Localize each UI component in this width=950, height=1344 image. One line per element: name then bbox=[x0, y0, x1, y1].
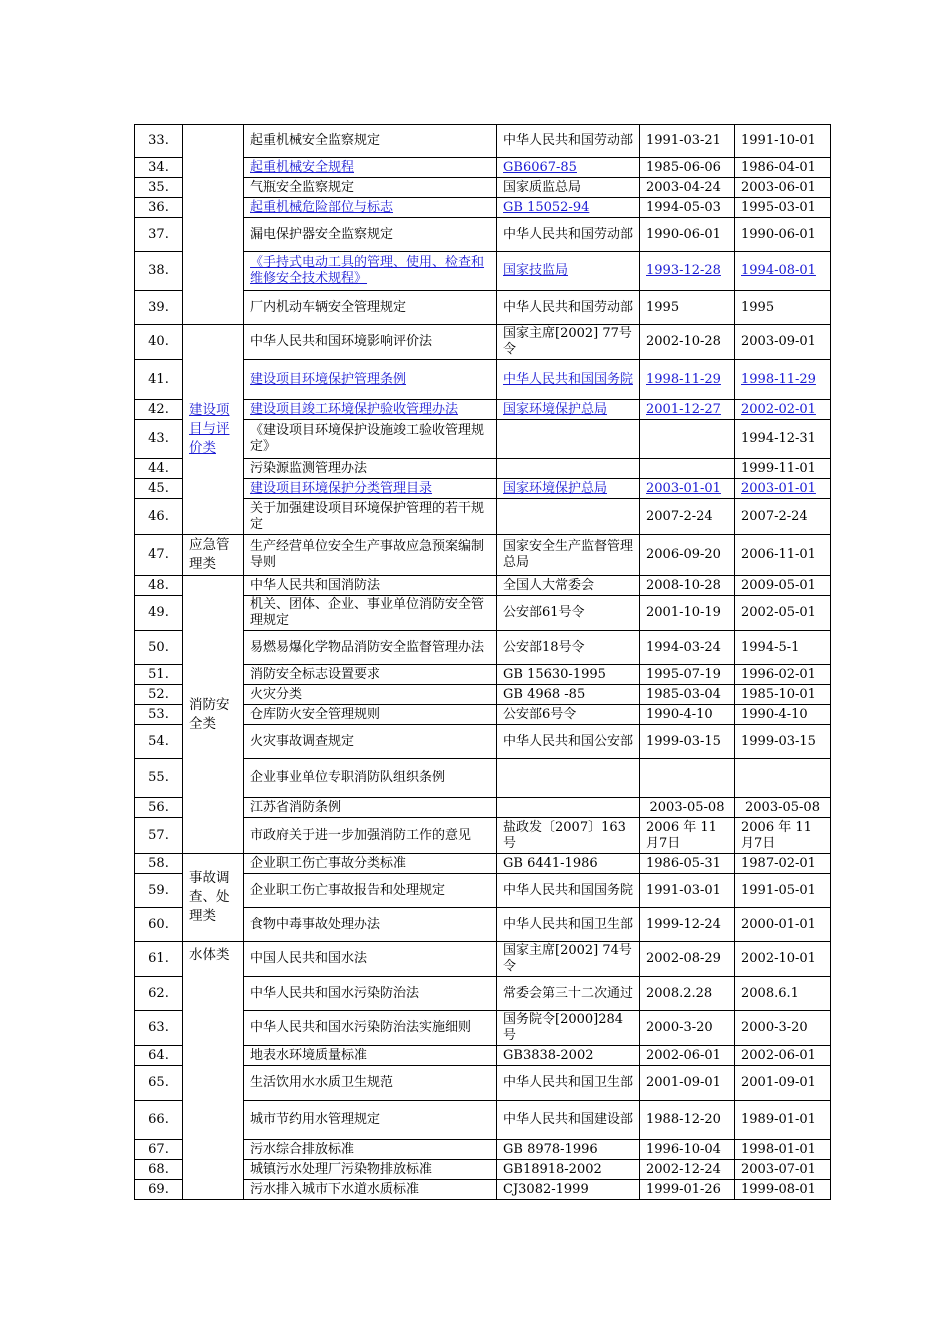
issuing-authority: 公安部6号令 bbox=[497, 705, 640, 725]
issuing-authority: 国家主席[2002] 77号令 bbox=[497, 325, 640, 360]
issuing-authority: 国家主席[2002] 74号令 bbox=[497, 942, 640, 977]
issuing-authority bbox=[497, 198, 640, 218]
effective-date: 1998-01-01 bbox=[735, 1140, 831, 1160]
issue-date: 1991-03-21 bbox=[640, 125, 735, 158]
effective-date: 2003-07-01 bbox=[735, 1160, 831, 1180]
regulation-title: 火灾分类 bbox=[244, 685, 497, 705]
issue-date bbox=[640, 759, 735, 798]
issuing-authority: 国务院令[2000]284号 bbox=[497, 1011, 640, 1046]
issue-date: 1985-03-04 bbox=[640, 685, 735, 705]
table-row bbox=[135, 535, 831, 576]
effective-date: 1995 bbox=[735, 291, 831, 325]
effective-date: 2000-3-20 bbox=[735, 1011, 831, 1046]
issuing-authority: GB 6441-1986 bbox=[497, 854, 640, 874]
issue-date: 1999-12-24 bbox=[640, 908, 735, 942]
issuing-authority: GB18918-2002 bbox=[497, 1160, 640, 1180]
row-number: 42. bbox=[135, 400, 183, 420]
row-number: 41. bbox=[135, 360, 183, 400]
table-row bbox=[135, 325, 831, 360]
issue-date-link[interactable]: 1993-12-28 bbox=[646, 263, 721, 278]
regulation-title: 企业事业单位专职消防队组织条例 bbox=[244, 759, 497, 798]
regulations-table bbox=[134, 124, 831, 1200]
issue-date: 1985-06-06 bbox=[640, 158, 735, 178]
row-number: 44. bbox=[135, 459, 183, 479]
row-number: 47. bbox=[135, 535, 183, 576]
row-number: 43. bbox=[135, 420, 183, 459]
issuing-authority bbox=[497, 158, 640, 178]
issue-date bbox=[640, 420, 735, 459]
issue-date: 1988-12-20 bbox=[640, 1101, 735, 1140]
issuing-authority-link[interactable]: 国家技监局 bbox=[503, 263, 569, 278]
issue-date: 2006 年 11 月7日 bbox=[640, 818, 735, 854]
row-number: 61. bbox=[135, 942, 183, 977]
regulation-title: 中华人民共和国环境影响评价法 bbox=[244, 325, 497, 360]
effective-date: 1986-04-01 bbox=[735, 158, 831, 178]
category-cell: 消防安全类 bbox=[183, 576, 244, 854]
effective-date: 2003-09-01 bbox=[735, 325, 831, 360]
issue-date: 2003-05-08 bbox=[640, 798, 735, 818]
row-number: 58. bbox=[135, 854, 183, 874]
effective-date: 1999-03-15 bbox=[735, 725, 831, 759]
issue-date: 1990-4-10 bbox=[640, 705, 735, 725]
regulation-title-link[interactable]: 起重机械安全规程 bbox=[250, 159, 355, 175]
effective-date: 1999-11-01 bbox=[735, 459, 831, 479]
regulation-title: 中华人民共和国水污染防治法 bbox=[244, 977, 497, 1011]
issuing-authority: 中华人民共和国建设部 bbox=[497, 1101, 640, 1140]
effective-date-link[interactable]: 2003-01-01 bbox=[741, 480, 816, 496]
regulation-title: 机关、团体、企业、事业单位消防安全管理规定 bbox=[244, 596, 497, 631]
table-row bbox=[135, 125, 831, 158]
issuing-authority: GB 4968 -85 bbox=[497, 685, 640, 705]
effective-date bbox=[735, 360, 831, 400]
effective-date: 2008.6.1 bbox=[735, 977, 831, 1011]
issuing-authority: 中华人民共和国劳动部 bbox=[497, 218, 640, 252]
effective-date: 2002-05-01 bbox=[735, 596, 831, 631]
regulation-title bbox=[244, 198, 497, 218]
effective-date: 1995-03-01 bbox=[735, 198, 831, 218]
row-number: 68. bbox=[135, 1160, 183, 1180]
effective-date-link[interactable]: 2002-02-01 bbox=[741, 401, 816, 417]
issuing-authority bbox=[497, 252, 640, 291]
issuing-authority: 中华人民共和国劳动部 bbox=[497, 125, 640, 158]
issue-date: 1986-05-31 bbox=[640, 854, 735, 874]
issuing-authority: 国家安全生产监督管理总局 bbox=[497, 535, 640, 576]
effective-date-link[interactable]: 1994-08-01 bbox=[741, 263, 816, 278]
row-number: 54. bbox=[135, 725, 183, 759]
row-number: 48. bbox=[135, 576, 183, 596]
issuing-authority-link[interactable]: GB 15052-94 bbox=[503, 199, 590, 215]
issue-date: 2002-06-01 bbox=[640, 1046, 735, 1066]
regulation-title: 污水综合排放标准 bbox=[244, 1140, 497, 1160]
row-number: 55. bbox=[135, 759, 183, 798]
effective-date: 2002-10-01 bbox=[735, 942, 831, 977]
issue-date: 2003-04-24 bbox=[640, 178, 735, 198]
effective-date: 1985-10-01 bbox=[735, 685, 831, 705]
row-number: 56. bbox=[135, 798, 183, 818]
regulation-title: 城市节约用水管理规定 bbox=[244, 1101, 497, 1140]
row-number: 40. bbox=[135, 325, 183, 360]
regulation-title bbox=[244, 158, 497, 178]
issue-date: 2000-3-20 bbox=[640, 1011, 735, 1046]
row-number: 63. bbox=[135, 1011, 183, 1046]
row-number: 57. bbox=[135, 818, 183, 854]
issue-date: 2002-12-24 bbox=[640, 1160, 735, 1180]
issue-date bbox=[640, 459, 735, 479]
issuing-authority: 中华人民共和国卫生部 bbox=[497, 1066, 640, 1101]
issuing-authority: 中华人民共和国国务院 bbox=[497, 874, 640, 908]
issue-date: 2008.2.28 bbox=[640, 977, 735, 1011]
regulation-title: 城镇污水处理厂污染物排放标准 bbox=[244, 1160, 497, 1180]
regulation-title: 气瓶安全监察规定 bbox=[244, 178, 497, 198]
issue-date: 2006-09-20 bbox=[640, 535, 735, 576]
issuing-authority-link[interactable]: GB6067-85 bbox=[503, 159, 577, 175]
issue-date: 1994-03-24 bbox=[640, 631, 735, 665]
issuing-authority: CJ3082-1999 bbox=[497, 1180, 640, 1200]
regulation-title-link[interactable]: 建设项目环境保护管理条例 bbox=[250, 371, 407, 387]
issuing-authority bbox=[497, 479, 640, 499]
issue-date: 1994-05-03 bbox=[640, 198, 735, 218]
issuing-authority: 全国人大常委会 bbox=[497, 576, 640, 596]
regulation-title: 起重机械安全监察规定 bbox=[244, 125, 497, 158]
regulation-title: 厂内机动车辆安全管理规定 bbox=[244, 291, 497, 325]
row-number: 36. bbox=[135, 198, 183, 218]
regulation-title bbox=[244, 479, 497, 499]
effective-date: 1999-08-01 bbox=[735, 1180, 831, 1200]
issue-date bbox=[640, 252, 735, 291]
regulation-title: 关于加强建设项目环境保护管理的若干规定 bbox=[244, 499, 497, 535]
issue-date: 2001-09-01 bbox=[640, 1066, 735, 1101]
issuing-authority bbox=[497, 459, 640, 479]
effective-date: 2009-05-01 bbox=[735, 576, 831, 596]
category-link[interactable]: 建设项目与评价类 bbox=[189, 402, 230, 456]
issue-date: 1996-10-04 bbox=[640, 1140, 735, 1160]
regulation-title: 仓库防火安全管理规则 bbox=[244, 705, 497, 725]
issuing-authority bbox=[497, 759, 640, 798]
issue-date-link[interactable]: 2001-12-27 bbox=[646, 401, 721, 417]
regulation-title: 江苏省消防条例 bbox=[244, 798, 497, 818]
effective-date: 2001-09-01 bbox=[735, 1066, 831, 1101]
row-number: 37. bbox=[135, 218, 183, 252]
issuing-authority: GB3838-2002 bbox=[497, 1046, 640, 1066]
category-cell: 应急管理类 bbox=[183, 535, 244, 576]
regulation-title: 企业职工伤亡事故分类标准 bbox=[244, 854, 497, 874]
regulation-title: 生活饮用水水质卫生规范 bbox=[244, 1066, 497, 1101]
row-number: 69. bbox=[135, 1180, 183, 1200]
row-number: 39. bbox=[135, 291, 183, 325]
issuing-authority-link[interactable]: 国家环境保护总局 bbox=[503, 401, 608, 417]
issuing-authority bbox=[497, 798, 640, 818]
category-cell-empty bbox=[183, 125, 244, 325]
regulation-title bbox=[244, 400, 497, 420]
regulation-title bbox=[244, 360, 497, 400]
regulation-title-link[interactable]: 建设项目竣工环境保护验收管理办法 bbox=[250, 401, 459, 417]
effective-date: 2003-06-01 bbox=[735, 178, 831, 198]
effective-date: 2007-2-24 bbox=[735, 499, 831, 535]
issuing-authority: 中华人民共和国卫生部 bbox=[497, 908, 640, 942]
issuing-authority: GB 8978-1996 bbox=[497, 1140, 640, 1160]
regulation-title: 生产经营单位安全生产事故应急预案编制导则 bbox=[244, 535, 497, 576]
effective-date bbox=[735, 759, 831, 798]
issuing-authority bbox=[497, 420, 640, 459]
issuing-authority: 中华人民共和国劳动部 bbox=[497, 291, 640, 325]
regulation-title-link[interactable]: 建设项目环境保护分类管理目录 bbox=[250, 480, 433, 496]
issue-date: 2007-2-24 bbox=[640, 499, 735, 535]
regulation-title: 污染源监测管理办法 bbox=[244, 459, 497, 479]
row-number: 46. bbox=[135, 499, 183, 535]
row-number: 66. bbox=[135, 1101, 183, 1140]
row-number: 59. bbox=[135, 874, 183, 908]
category-cell bbox=[183, 325, 244, 535]
row-number: 67. bbox=[135, 1140, 183, 1160]
issue-date: 1999-01-26 bbox=[640, 1180, 735, 1200]
issue-date: 2002-10-28 bbox=[640, 325, 735, 360]
table-row bbox=[135, 854, 831, 874]
issue-date: 2001-10-19 bbox=[640, 596, 735, 631]
category-cell: 水体类 bbox=[183, 942, 244, 1200]
row-number: 34. bbox=[135, 158, 183, 178]
row-number: 49. bbox=[135, 596, 183, 631]
issue-date: 1995-07-19 bbox=[640, 665, 735, 685]
effective-date: 1996-02-01 bbox=[735, 665, 831, 685]
issuing-authority: 中华人民共和国公安部 bbox=[497, 725, 640, 759]
issuing-authority: 常委会第三十二次通过 bbox=[497, 977, 640, 1011]
issue-date bbox=[640, 479, 735, 499]
issue-date: 1991-03-01 bbox=[640, 874, 735, 908]
regulation-title: 地表水环境质量标准 bbox=[244, 1046, 497, 1066]
table-row bbox=[135, 576, 831, 596]
row-number: 50. bbox=[135, 631, 183, 665]
regulation-title: 易燃易爆化学物品消防安全监督管理办法 bbox=[244, 631, 497, 665]
effective-date: 1987-02-01 bbox=[735, 854, 831, 874]
regulation-title: 《建设项目环境保护设施竣工验收管理规定》 bbox=[244, 420, 497, 459]
row-number: 62. bbox=[135, 977, 183, 1011]
regulation-title: 市政府关于进一步加强消防工作的意见 bbox=[244, 818, 497, 854]
row-number: 64. bbox=[135, 1046, 183, 1066]
row-number: 33. bbox=[135, 125, 183, 158]
effective-date bbox=[735, 252, 831, 291]
row-number: 53. bbox=[135, 705, 183, 725]
regulation-title-link[interactable]: 起重机械危险部位与标志 bbox=[250, 199, 394, 215]
issuing-authority: 国家质监总局 bbox=[497, 178, 640, 198]
issuing-authority bbox=[497, 499, 640, 535]
issue-date: 2008-10-28 bbox=[640, 576, 735, 596]
effective-date: 1990-06-01 bbox=[735, 218, 831, 252]
issuing-authority-link[interactable]: 国家环境保护总局 bbox=[503, 480, 608, 496]
issuing-authority: GB 15630-1995 bbox=[497, 665, 640, 685]
effective-date-link[interactable]: 1998-11-29 bbox=[741, 371, 816, 387]
regulation-title: 中国人民共和国水法 bbox=[244, 942, 497, 977]
regulation-title-link[interactable]: 《手持式电动工具的管理、使用、检查和维修安全技术规程》 bbox=[250, 255, 485, 286]
regulation-title: 漏电保护器安全监察规定 bbox=[244, 218, 497, 252]
issue-date: 2002-08-29 bbox=[640, 942, 735, 977]
effective-date bbox=[735, 479, 831, 499]
regulation-title: 污水排入城市下水道水质标准 bbox=[244, 1180, 497, 1200]
issuing-authority: 公安部18号令 bbox=[497, 631, 640, 665]
row-number: 35. bbox=[135, 178, 183, 198]
row-number: 45. bbox=[135, 479, 183, 499]
effective-date: 2002-06-01 bbox=[735, 1046, 831, 1066]
issuing-authority bbox=[497, 360, 640, 400]
effective-date: 1994-12-31 bbox=[735, 420, 831, 459]
row-number: 38. bbox=[135, 252, 183, 291]
effective-date: 2006-11-01 bbox=[735, 535, 831, 576]
regulation-title bbox=[244, 252, 497, 291]
row-number: 51. bbox=[135, 665, 183, 685]
issue-date: 1995 bbox=[640, 291, 735, 325]
regulation-title: 食物中毒事故处理办法 bbox=[244, 908, 497, 942]
effective-date: 1990-4-10 bbox=[735, 705, 831, 725]
effective-date: 1994-5-1 bbox=[735, 631, 831, 665]
issuing-authority bbox=[497, 400, 640, 420]
row-number: 65. bbox=[135, 1066, 183, 1101]
regulation-title: 企业职工伤亡事故报告和处理规定 bbox=[244, 874, 497, 908]
effective-date: 2000-01-01 bbox=[735, 908, 831, 942]
row-number: 52. bbox=[135, 685, 183, 705]
effective-date: 2006 年 11 月7日 bbox=[735, 818, 831, 854]
issuing-authority: 盐政发〔2007〕163号 bbox=[497, 818, 640, 854]
regulation-title: 消防安全标志设置要求 bbox=[244, 665, 497, 685]
issue-date bbox=[640, 360, 735, 400]
issue-date: 1990-06-01 bbox=[640, 218, 735, 252]
effective-date bbox=[735, 400, 831, 420]
table-row bbox=[135, 942, 831, 977]
category-cell: 事故调查、处理类 bbox=[183, 854, 244, 942]
issue-date: 1999-03-15 bbox=[640, 725, 735, 759]
effective-date: 1991-05-01 bbox=[735, 874, 831, 908]
effective-date: 1991-10-01 bbox=[735, 125, 831, 158]
regulation-title: 中华人民共和国水污染防治法实施细则 bbox=[244, 1011, 497, 1046]
regulation-title: 中华人民共和国消防法 bbox=[244, 576, 497, 596]
effective-date: 1989-01-01 bbox=[735, 1101, 831, 1140]
effective-date: 2003-05-08 bbox=[735, 798, 831, 818]
regulation-title: 火灾事故调查规定 bbox=[244, 725, 497, 759]
issue-date bbox=[640, 400, 735, 420]
issuing-authority-link[interactable]: 中华人民共和国国务院 bbox=[503, 371, 634, 387]
issuing-authority: 公安部61号令 bbox=[497, 596, 640, 631]
issue-date-link[interactable]: 1998-11-29 bbox=[646, 371, 721, 387]
issue-date-link[interactable]: 2003-01-01 bbox=[646, 480, 721, 496]
row-number: 60. bbox=[135, 908, 183, 942]
